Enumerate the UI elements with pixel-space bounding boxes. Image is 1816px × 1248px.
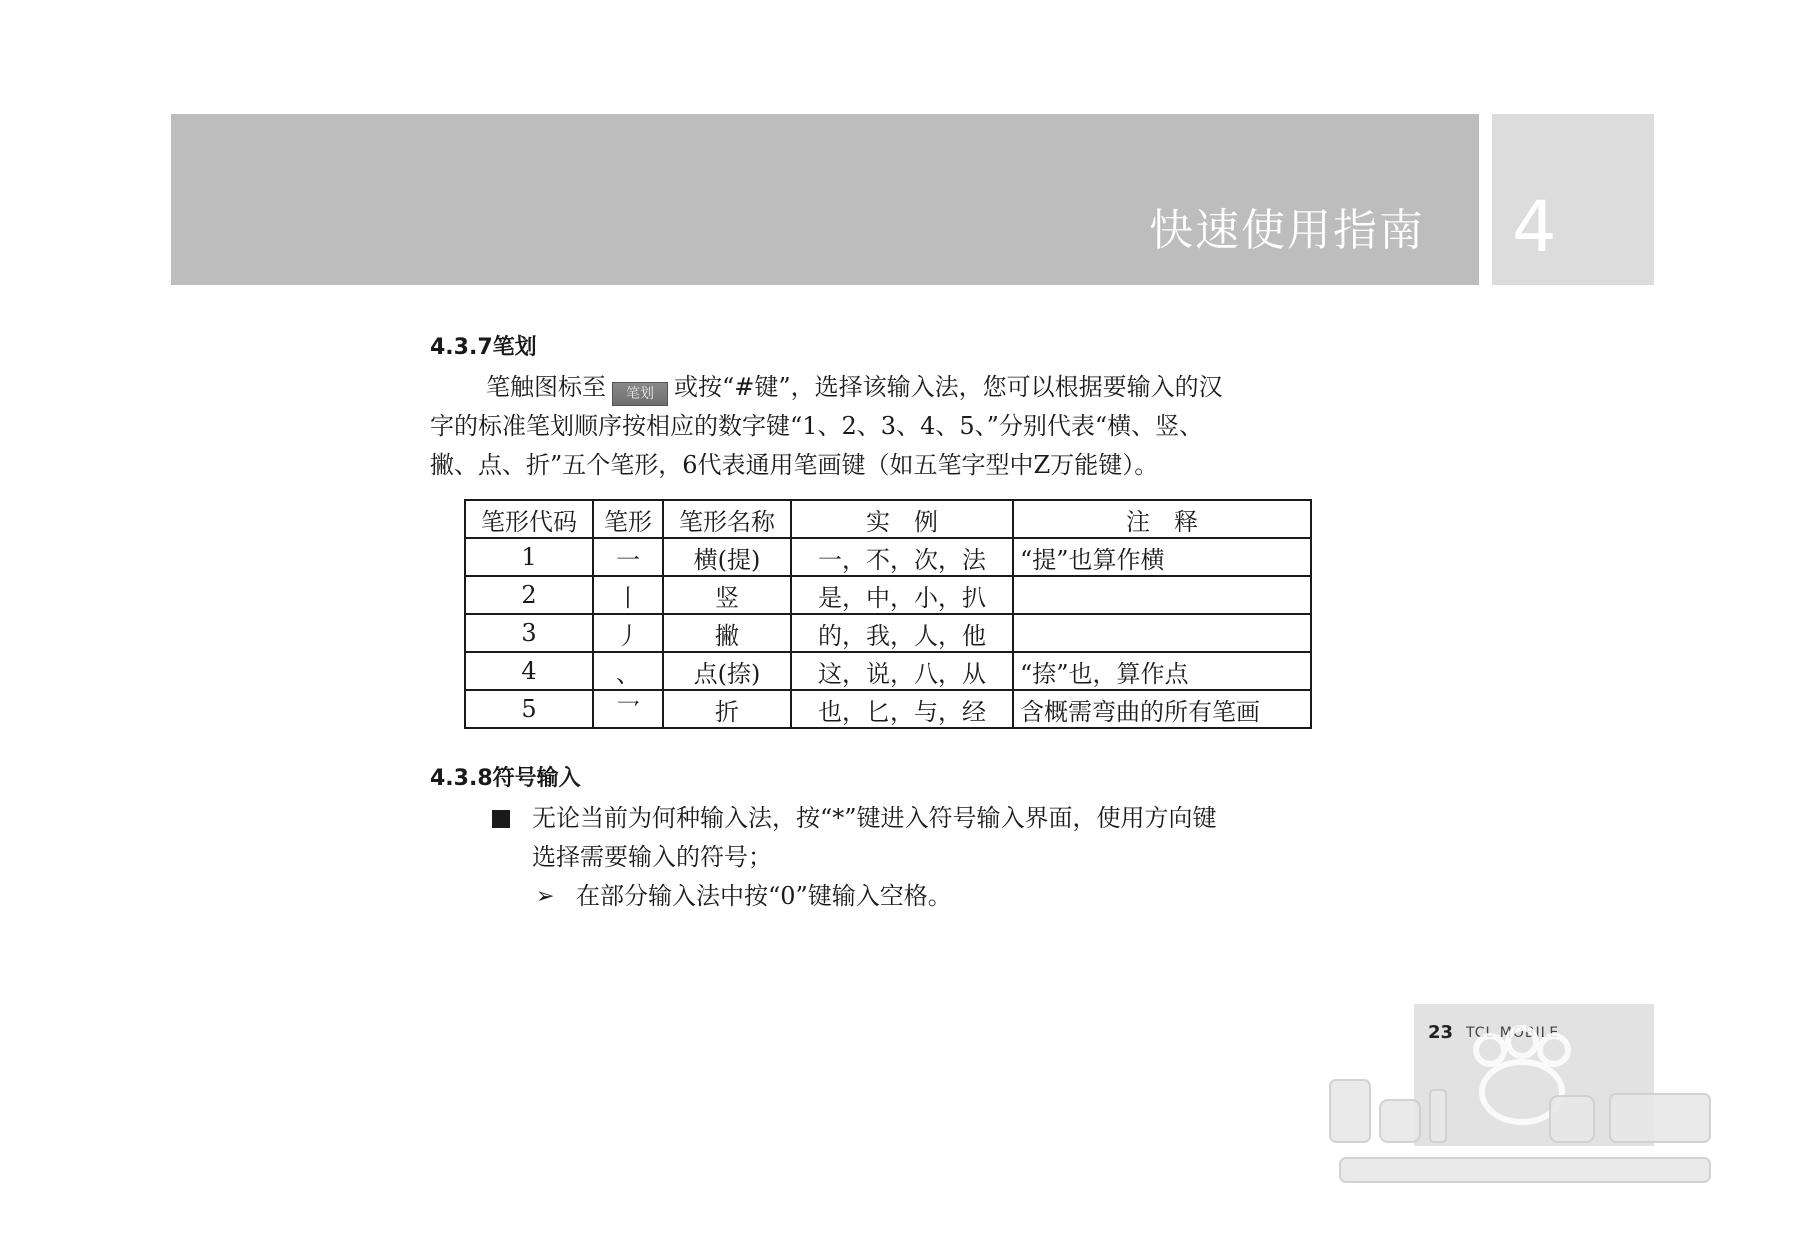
stroke-input-icon: 笔划 xyxy=(612,382,668,406)
table-cell: 横(提) xyxy=(663,538,791,576)
square-bullet-icon xyxy=(492,810,510,828)
footer-box xyxy=(1414,1004,1654,1146)
header-title: 快速使用指南 xyxy=(1149,205,1425,256)
table-header-row xyxy=(465,500,1311,538)
table-cell xyxy=(1013,614,1311,652)
table-cell: 、 xyxy=(593,652,663,690)
table-cell: “捺”也，算作点 xyxy=(1013,652,1311,690)
page-number: 23 xyxy=(1428,1022,1454,1043)
table-header-cell: 笔形 xyxy=(593,500,663,538)
header-bar xyxy=(171,114,1479,285)
table-cell: 一，不，次，法 xyxy=(791,538,1013,576)
table-cell: 一 xyxy=(593,538,663,576)
para-text-a: 笔触图标至 xyxy=(486,373,606,401)
table-cell: 丨 xyxy=(593,576,663,614)
table-header-cell: 笔形名称 xyxy=(663,500,791,538)
table-row xyxy=(465,614,1311,652)
table-cell: 1 xyxy=(465,538,593,576)
table-header-cell: 笔形代码 xyxy=(465,500,593,538)
chapter-number: 4 xyxy=(1512,186,1557,268)
table-cell: 点(捺) xyxy=(663,652,791,690)
table-cell xyxy=(1013,576,1311,614)
brand-label: TCL MOBILE xyxy=(1466,1025,1560,1041)
sub-bullet-text: 在部分输入法中按“0”键输入空格。 xyxy=(576,882,952,910)
table-row xyxy=(465,690,1311,728)
table-cell: 撇 xyxy=(663,614,791,652)
table-cell: 丿 xyxy=(593,614,663,652)
table-cell: 2 xyxy=(465,576,593,614)
section-heading-symbol: 4.3.8符号输入 xyxy=(430,766,581,791)
table-row xyxy=(465,576,1311,614)
table-header-cell: 实 例 xyxy=(791,500,1013,538)
main-content xyxy=(430,328,1390,916)
table-cell: 乛 xyxy=(593,690,663,728)
chapter-box xyxy=(1492,114,1654,285)
table-row xyxy=(465,652,1311,690)
table-cell: 3 xyxy=(465,614,593,652)
para-line-2: 字的标准笔划顺序按相应的数字键“1、2、3、4、5、”分别代表“横、竖、 xyxy=(430,412,1204,440)
table-cell: 也，匕，与，经 xyxy=(791,690,1013,728)
arrow-bullet-icon: ➢ xyxy=(536,884,555,909)
bullet-item xyxy=(430,799,1390,877)
table-cell: 的，我，人，他 xyxy=(791,614,1013,652)
table-cell: 折 xyxy=(663,690,791,728)
section-heading-stroke: 4.3.7笔划 xyxy=(430,335,537,360)
table-cell: 是，中，小，扒 xyxy=(791,576,1013,614)
bullet-text-2: 选择需要输入的符号； xyxy=(532,843,772,871)
sub-bullet-item xyxy=(430,877,1390,916)
table-cell: 5 xyxy=(465,690,593,728)
table-cell: 4 xyxy=(465,652,593,690)
table-row xyxy=(465,538,1311,576)
table-cell: 竖 xyxy=(663,576,791,614)
table-cell: 这，说，八，从 xyxy=(791,652,1013,690)
stroke-table xyxy=(464,499,1312,729)
bullet-text-1: 无论当前为何种输入法，按“*”键进入符号输入界面，使用方向键 xyxy=(532,804,1217,832)
table-cell: “提”也算作横 xyxy=(1013,538,1311,576)
stroke-paragraph xyxy=(430,368,1390,485)
table-cell: 含概需弯曲的所有笔画 xyxy=(1013,690,1311,728)
table-header-cell: 注 释 xyxy=(1013,500,1311,538)
para-line-3: 撇、点、折”五个笔形，6代表通用笔画键（如五笔字型中Z万能键）。 xyxy=(430,451,1159,479)
para-text-b: 或按“#键”，选择该输入法，您可以根据要输入的汉 xyxy=(674,373,1223,401)
